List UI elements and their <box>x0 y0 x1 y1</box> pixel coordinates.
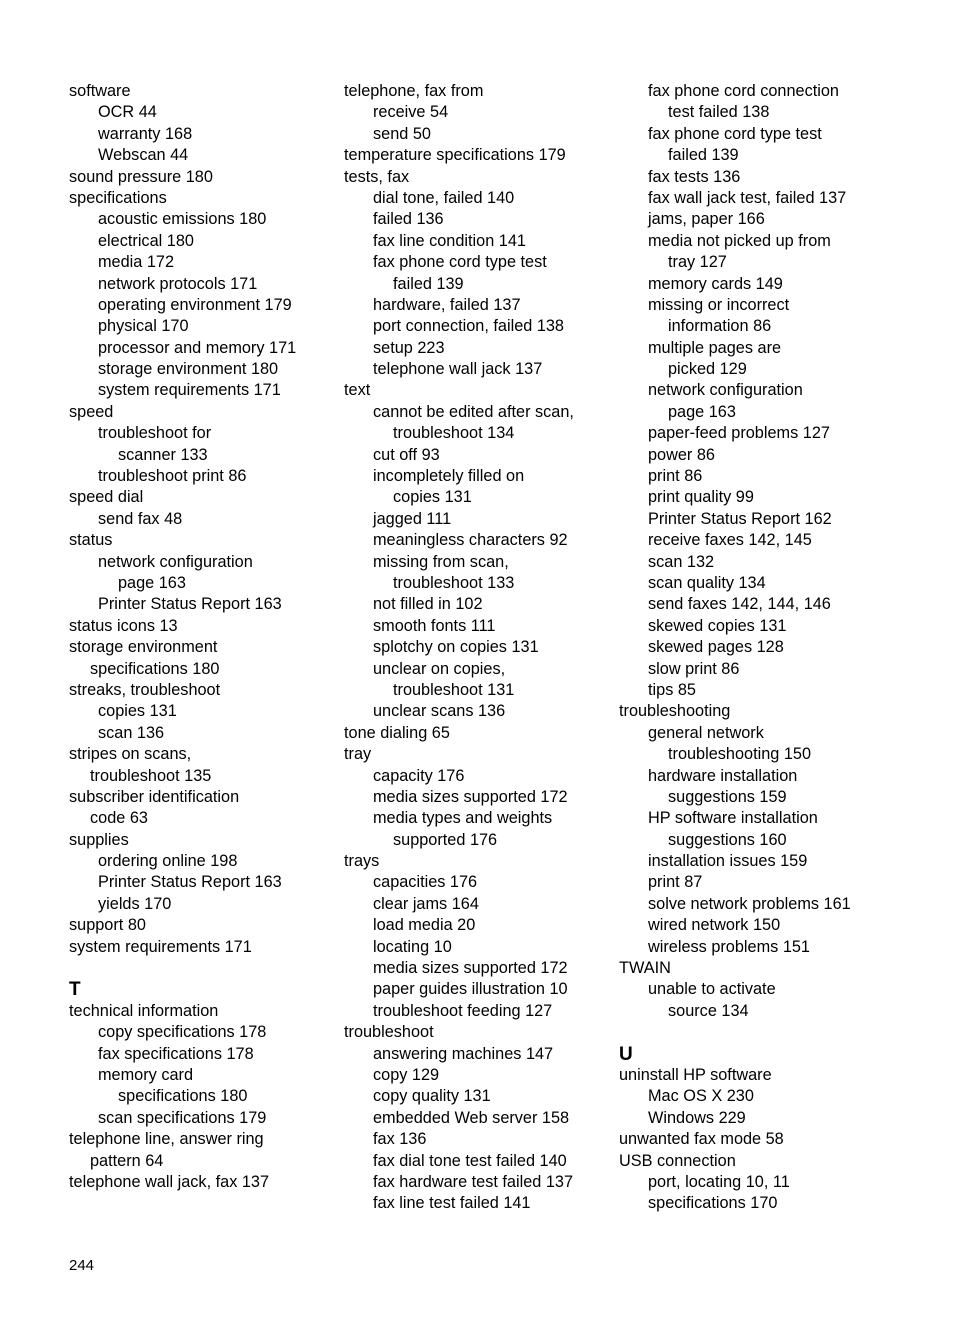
index-subentry: tray 127 <box>668 253 727 272</box>
index-subentry: receive faxes 142, 145 <box>648 531 812 550</box>
index-subentry: Printer Status Report 163 <box>98 595 282 614</box>
index-entry: system requirements 171 <box>69 937 252 956</box>
index-subentry: print 87 <box>648 873 703 892</box>
index-entry: supplies <box>69 830 129 849</box>
index-subentry: media 172 <box>98 253 175 272</box>
index-subentry: receive 54 <box>373 103 449 122</box>
index-subentry: installation issues 159 <box>648 852 808 871</box>
index-entry: status icons 13 <box>69 616 178 635</box>
index-subentry: page 163 <box>118 573 186 592</box>
index-subentry: copy 129 <box>373 1065 440 1084</box>
section-gap <box>69 958 329 979</box>
index-subentry: unclear on copies, <box>373 659 506 678</box>
index-subentry: capacity 176 <box>373 766 465 785</box>
index-subentry: scan quality 134 <box>648 573 766 592</box>
index-subentry: fax tests 136 <box>648 167 741 186</box>
index-subentry: failed 139 <box>393 274 464 293</box>
index-subentry: port connection, failed 138 <box>373 317 564 336</box>
index-subentry: power 86 <box>648 445 715 464</box>
index-subentry: fax dial tone test failed 140 <box>373 1151 567 1170</box>
index-subentry: Webscan 44 <box>98 146 189 165</box>
index-subentry: processor and memory 171 <box>98 338 297 357</box>
index-subentry: network protocols 171 <box>98 274 258 293</box>
index-subentry: tips 85 <box>648 680 696 699</box>
page-number: 244 <box>69 1257 95 1274</box>
index-column-3 <box>619 81 919 1215</box>
index-subentry: suggestions 159 <box>668 787 787 806</box>
index-entry: sound pressure 180 <box>69 167 213 186</box>
index-subentry: network configuration <box>98 552 253 571</box>
index-subentry: print quality 99 <box>648 488 754 507</box>
index-subentry: hardware, failed 137 <box>373 295 521 314</box>
index-subentry: operating environment 179 <box>98 295 292 314</box>
index-subentry: physical 170 <box>98 317 189 336</box>
index-subentry: troubleshooting 150 <box>668 745 812 764</box>
index-subentry: suggestions 160 <box>668 830 787 849</box>
index-subentry: missing from scan, <box>373 552 509 571</box>
index-subentry: media types and weights <box>373 809 553 828</box>
index-subentry: scan specifications 179 <box>98 1108 267 1127</box>
index-subentry: fax phone cord connection <box>648 82 839 100</box>
index-subentry: jams, paper 166 <box>648 210 765 229</box>
index-subentry: Printer Status Report 162 <box>648 509 832 528</box>
index-subentry: copies 131 <box>393 488 472 507</box>
index-subentry: specifications 170 <box>648 1194 778 1213</box>
index-subentry: memory cards 149 <box>648 274 783 293</box>
index-subentry: smooth fonts 111 <box>373 616 496 635</box>
index-subentry: specifications 180 <box>118 1087 248 1106</box>
index-subentry: send fax 48 <box>98 509 183 528</box>
index-letter-heading: U <box>619 1043 633 1065</box>
index-subentry: solve network problems 161 <box>648 894 851 913</box>
index-subentry: media sizes supported 172 <box>373 787 568 806</box>
index-subentry: HP software installation <box>648 809 818 828</box>
index-entry: tone dialing 65 <box>344 723 450 742</box>
index-subentry: splotchy on copies 131 <box>373 638 539 657</box>
index-entry: unwanted fax mode 58 <box>619 1130 784 1149</box>
index-subentry: print 86 <box>648 467 703 486</box>
index-subentry: failed 136 <box>373 210 444 229</box>
index-subentry: copy quality 131 <box>373 1087 491 1106</box>
index-entry: troubleshoot <box>344 1023 434 1042</box>
index-subentry: troubleshoot feeding 127 <box>373 1001 553 1020</box>
index-subentry: source 134 <box>668 1001 749 1020</box>
index-entry: troubleshooting <box>619 702 731 721</box>
index-subentry: setup 223 <box>373 338 445 357</box>
index-subentry: paper guides illustration 10 <box>373 980 568 999</box>
index-entry: speed dial <box>69 488 144 507</box>
index-subentry: skewed pages 128 <box>648 638 784 657</box>
index-entry: temperature specifications 179 <box>344 146 566 165</box>
section-gap <box>619 1022 919 1043</box>
index-subentry: fax phone cord type test <box>373 253 547 272</box>
index-entry: text <box>344 381 371 400</box>
index-subentry: capacities 176 <box>373 873 478 892</box>
index-subentry: locating 10 <box>373 937 452 956</box>
index-subentry: wired network 150 <box>648 916 781 935</box>
index-subentry: fax wall jack test, failed 137 <box>648 188 847 207</box>
index-subentry: incompletely filled on <box>373 467 525 486</box>
index-subentry: pattern 64 <box>90 1151 164 1170</box>
index-subentry: hardware installation <box>648 766 798 785</box>
index-subentry: network configuration <box>648 381 803 400</box>
index-entry: telephone line, answer ring <box>69 1130 264 1149</box>
index-subentry: unclear scans 136 <box>373 702 506 721</box>
index-entry: storage environment <box>69 638 218 657</box>
index-entry: streaks, troubleshoot <box>69 680 221 699</box>
index-subentry: clear jams 164 <box>373 894 479 913</box>
index-subentry: failed 139 <box>668 146 739 165</box>
index-entry: speed <box>69 402 114 421</box>
index-subentry: code 63 <box>90 809 148 828</box>
index-subentry: not filled in 102 <box>373 595 483 614</box>
index-subentry: storage environment 180 <box>98 360 279 379</box>
index-subentry: media not picked up from <box>648 231 831 250</box>
index-subentry: fax specifications 178 <box>98 1044 254 1063</box>
index-subentry: electrical 180 <box>98 231 194 250</box>
index-subentry: cut off 93 <box>373 445 440 464</box>
index-entry: uninstall HP software <box>619 1065 772 1084</box>
index-subentry: scanner 133 <box>118 445 208 464</box>
index-entry: telephone wall jack, fax 137 <box>69 1172 270 1191</box>
index-subentry: supported 176 <box>393 830 498 849</box>
index-subentry: specifications 180 <box>90 659 220 678</box>
index-entry: support 80 <box>69 916 146 935</box>
index-entry: software <box>69 82 131 100</box>
index-subentry: fax hardware test failed 137 <box>373 1172 574 1191</box>
index-subentry: fax line test failed 141 <box>373 1194 531 1213</box>
index-subentry: system requirements 171 <box>98 381 281 400</box>
index-subentry: picked 129 <box>668 360 747 379</box>
index-entry: tests, fax <box>344 167 410 186</box>
index-entry: status <box>69 531 113 550</box>
index-subentry: unable to activate <box>648 980 776 999</box>
index-entry: specifications <box>69 188 167 207</box>
index-entry: TWAIN <box>619 959 671 978</box>
index-subentry: send faxes 142, 144, 146 <box>648 595 831 614</box>
index-subentry: fax line condition 141 <box>373 231 526 250</box>
index-column-1 <box>69 81 329 1193</box>
index-subentry: port, locating 10, 11 <box>648 1172 790 1191</box>
index-subentry: jagged 111 <box>373 509 452 528</box>
index-subentry: ordering online 198 <box>98 852 238 871</box>
index-subentry: acoustic emissions 180 <box>98 210 267 229</box>
index-subentry: page 163 <box>668 402 736 421</box>
index-subentry: copies 131 <box>98 702 177 721</box>
index-subentry: answering machines 147 <box>373 1044 554 1063</box>
index-subentry: information 86 <box>668 317 772 336</box>
index-letter-heading: T <box>69 979 81 1001</box>
index-subentry: test failed 138 <box>668 103 770 122</box>
index-subentry: troubleshoot for <box>98 424 212 443</box>
index-column-2 <box>344 81 609 1215</box>
index-subentry: scan 136 <box>98 723 165 742</box>
index-subentry: memory card <box>98 1065 193 1084</box>
index-subentry: fax phone cord type test <box>648 124 822 143</box>
index-subentry: fax 136 <box>373 1130 427 1149</box>
index-subentry: troubleshoot 131 <box>393 680 515 699</box>
index-subentry: troubleshoot 133 <box>393 573 515 592</box>
index-entry: telephone, fax from <box>344 82 484 100</box>
index-subentry: Mac OS X 230 <box>648 1087 754 1106</box>
index-subentry: troubleshoot 134 <box>393 424 515 443</box>
index-subentry: embedded Web server 158 <box>373 1108 570 1127</box>
index-entry: USB connection <box>619 1151 736 1170</box>
index-subentry: slow print 86 <box>648 659 740 678</box>
index-subentry: Printer Status Report 163 <box>98 873 282 892</box>
index-subentry: telephone wall jack 137 <box>373 360 543 379</box>
index-subentry: multiple pages are <box>648 338 782 357</box>
index-entry: trays <box>344 852 380 871</box>
index-subentry: troubleshoot 135 <box>90 766 212 785</box>
index-subentry: missing or incorrect <box>648 295 790 314</box>
index-subentry: copy specifications 178 <box>98 1023 267 1042</box>
index-entry: subscriber identification <box>69 787 240 806</box>
index-subentry: general network <box>648 723 764 742</box>
index-subentry: media sizes supported 172 <box>373 959 568 978</box>
index-entry: technical information <box>69 1001 219 1020</box>
index-subentry: send 50 <box>373 124 431 143</box>
index-subentry: wireless problems 151 <box>648 937 810 956</box>
index-subentry: warranty 168 <box>98 124 193 143</box>
index-subentry: cannot be edited after scan, <box>373 402 574 421</box>
index-subentry: paper-feed problems 127 <box>648 424 830 443</box>
index-subentry: skewed copies 131 <box>648 616 787 635</box>
index-subentry: meaningless characters 92 <box>373 531 568 550</box>
index-entry: stripes on scans, <box>69 745 192 764</box>
index-subentry: load media 20 <box>373 916 476 935</box>
index-subentry: dial tone, failed 140 <box>373 188 515 207</box>
index-subentry: Windows 229 <box>648 1108 746 1127</box>
index-subentry: scan 132 <box>648 552 715 571</box>
index-entry: tray <box>344 745 372 764</box>
index-subentry: OCR 44 <box>98 103 157 122</box>
index-subentry: troubleshoot print 86 <box>98 467 247 486</box>
index-subentry: yields 170 <box>98 894 172 913</box>
